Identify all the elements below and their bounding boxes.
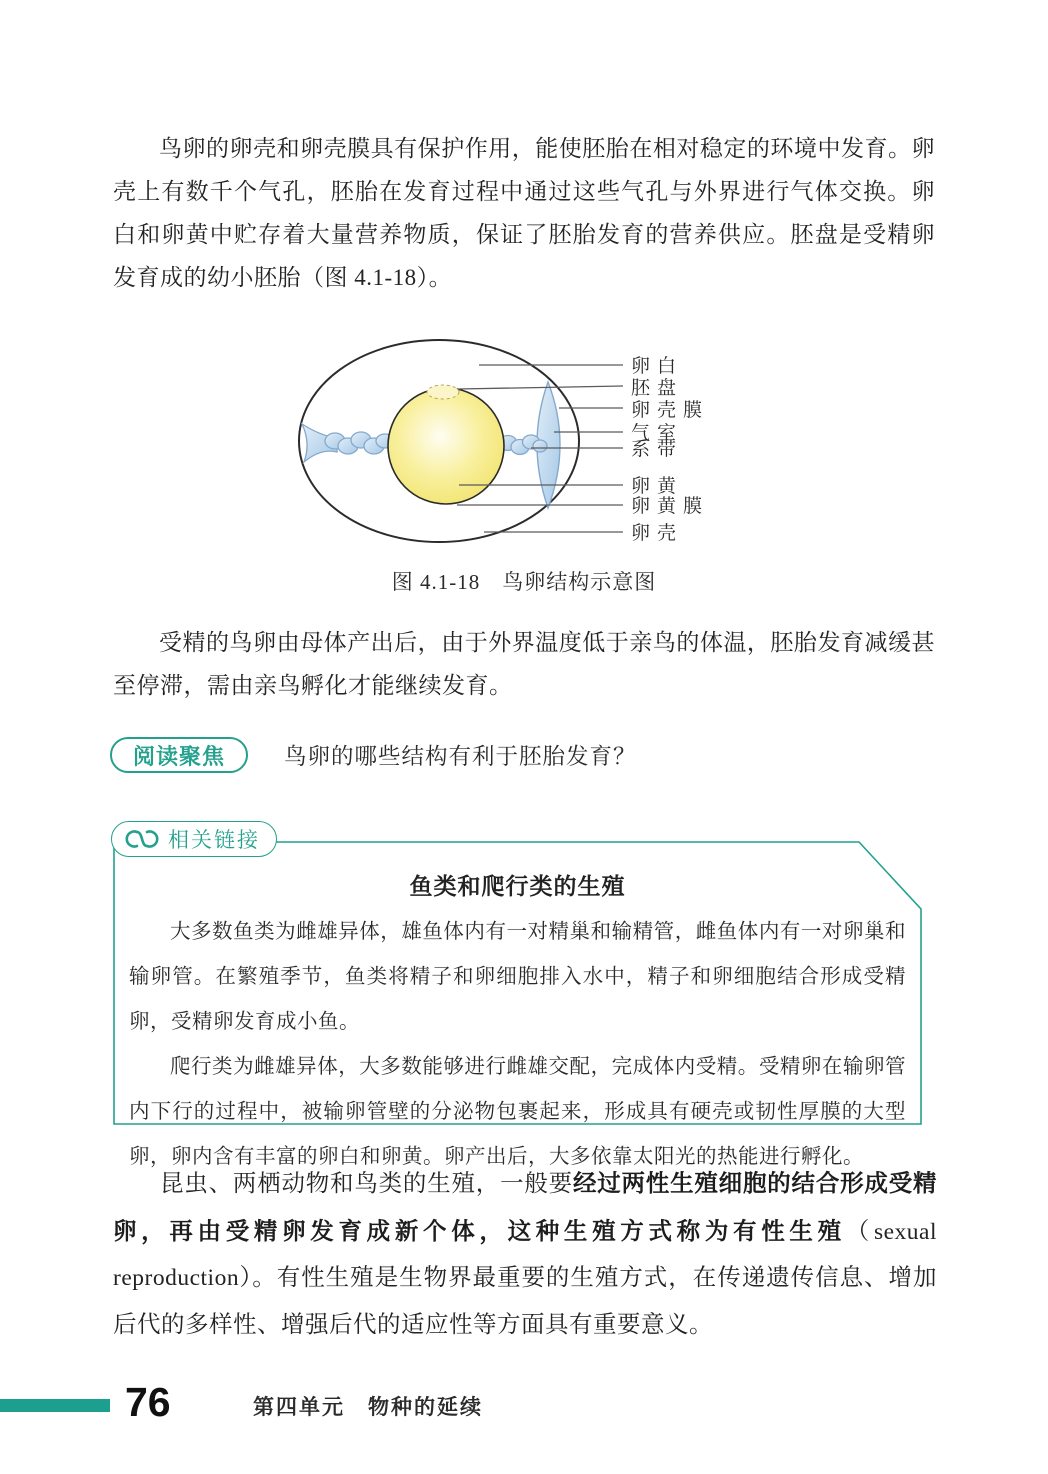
label-chalaza: 系带 <box>631 439 684 460</box>
chain-link-icon <box>122 827 162 851</box>
paragraph-incubation: 受精的鸟卵由母体产出后，由于外界温度低于亲鸟的体温，胚胎发育减缓甚至停滞，需由亲鸟孵化才能继续发育。 <box>113 630 935 698</box>
related-links-box <box>113 829 922 1168</box>
paragraph-sexual-reproduction <box>113 1160 937 1348</box>
footer-accent-bar <box>0 1399 110 1412</box>
germinal-disc <box>427 385 459 399</box>
sexual-reproduction-normal-2: （sexual reproduction）。有性生殖是生物界最重要的生殖方式，在传递遗传信息、增加后代的多样性、增强后代的适应性等方面具有重要意义。 <box>113 1218 938 1338</box>
label-air-cell: 气室 <box>631 423 684 444</box>
reading-focus-badge <box>110 737 248 773</box>
label-egg-white: 卵白 <box>631 356 684 377</box>
related-links-paragraph-fish: 大多数鱼类为雌雄异体，雄鱼体内有一对精巢和输精管，雌鱼体内有一对卵巢和输卵管。在繁殖季节，鱼类将精子和卵细胞排入水中，精子和卵细胞结合形成受精卵，受精卵发育成小鱼。 <box>129 921 906 1033</box>
related-links-label: 相关链接 <box>168 829 260 852</box>
reading-focus-label: 阅读聚焦 <box>132 743 225 769</box>
yolk <box>388 388 504 504</box>
label-egg-shell: 卵壳 <box>631 523 684 544</box>
label-yolk: 卵黄 <box>631 476 684 497</box>
reading-focus-question: 鸟卵的哪些结构有利于胚胎发育？ <box>284 744 637 769</box>
sexual-reproduction-bold: 经过两性生殖细胞的结合形成受精卵，再由受精卵发育成新个体，这种生殖方式称为有性生殖 <box>113 1170 938 1244</box>
label-shell-membrane: 卵壳膜 <box>631 400 710 421</box>
sexual-reproduction-normal-1: 昆虫、两栖动物和鸟类的生殖，一般要 <box>160 1171 573 1197</box>
egg-diagram-svg <box>291 336 723 560</box>
figure-caption: 图 4.1-18 鸟卵结构示意图 <box>391 570 657 594</box>
page-number: 76 <box>125 1379 171 1425</box>
reading-focus <box>110 737 637 773</box>
egg-diagram <box>291 336 723 565</box>
label-germinal-disc: 胚盘 <box>631 378 684 399</box>
related-links-title: 鱼类和爬行类的生殖 <box>409 873 626 899</box>
paragraph-egg-structure: 鸟卵的卵壳和卵壳膜具有保护作用，能使胚胎在相对稳定的环境中发育。卵壳上有数千个气孔，胚胎在发育过程中通过这些气孔与外界进行气体交换。卵白和卵黄中贮存着大量营养物质，保证了胚胎发育的营养供应。胚盘是受精卵发育成的幼小胚胎（图 4.1-18）。 <box>113 136 935 290</box>
related-links-paragraph-reptile: 爬行类为雌雄异体，大多数能够进行雌雄交配，完成体内受精。受精卵在输卵管内下行的过程中，被输卵管壁的分泌物包裹起来，形成具有硬壳或韧性厚膜的大型卵，卵内含有丰富的卵白和卵黄。卵产出后，大多依靠太阳光的热能进行孵化。 <box>129 1056 906 1168</box>
related-links-border <box>113 841 922 1125</box>
footer-unit-title: 第四单元 物种的延续 <box>253 1396 483 1419</box>
related-links-badge <box>111 821 277 857</box>
label-yolk-membrane: 卵黄膜 <box>631 496 710 517</box>
